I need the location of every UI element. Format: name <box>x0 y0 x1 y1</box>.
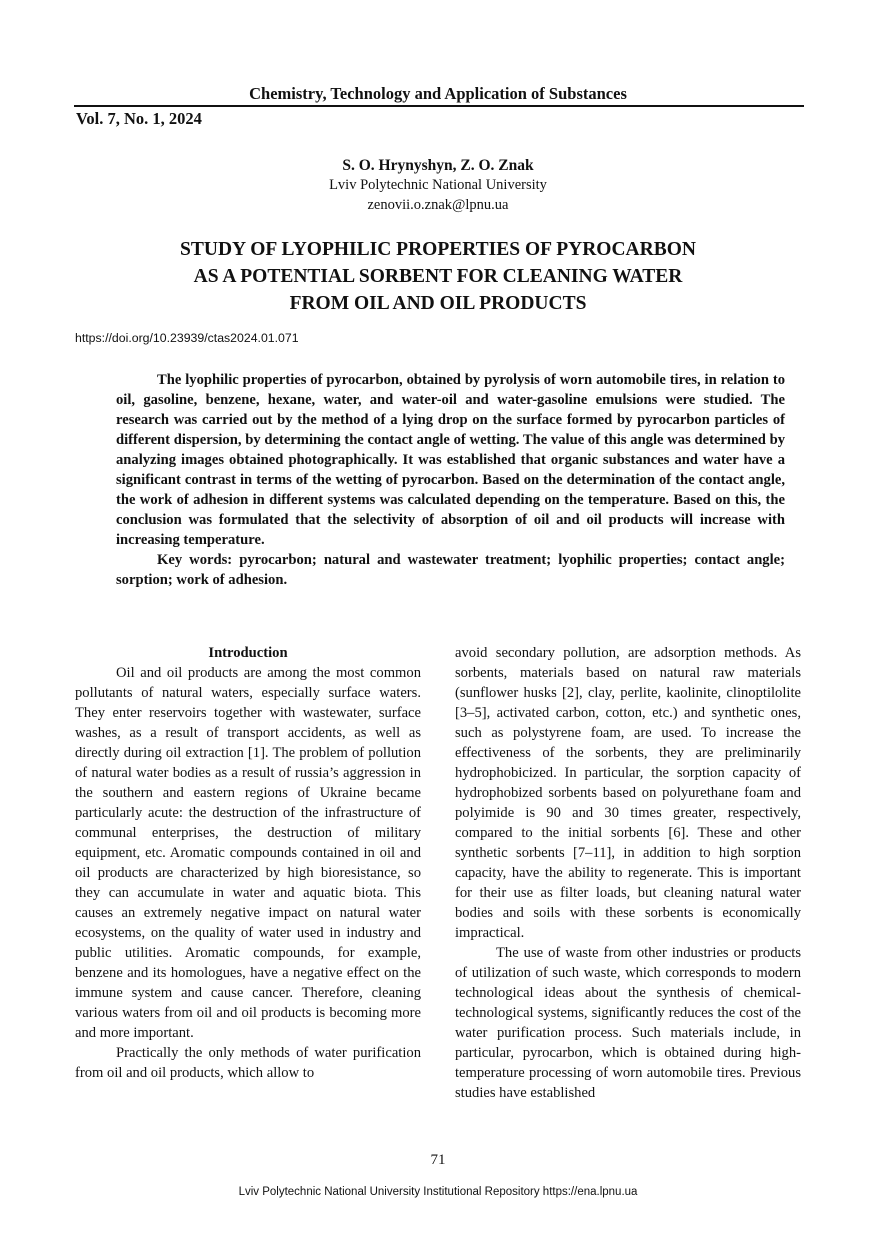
page-number: 71 <box>430 1152 446 1168</box>
journal-title: Chemistry, Technology and Application of Substances <box>249 84 627 103</box>
keywords: Key words: pyrocarbon; natural and wastewater treatment; lyophilic properties; contact angle; sorption; work of adhesion. <box>116 552 785 588</box>
author-email[interactable]: zenovii.o.znak@lpnu.ua <box>367 197 509 213</box>
section-heading: Introduction <box>208 645 288 661</box>
body-paragraph: Oil and oil products are among the most common pollutants of natural waters, especially surface waters. They enter reservoirs together with wastewater, surface washes, as a result of transport accidents, as well as directly during oil extraction [1]. The problem of pollution of natural water bodies as a result of russia’s aggression in the southern and eastern regions of Ukraine became particularly acute: the destruction of the infrastructure of communal enterprises, the destruction of military equipment, etc. Aromatic compounds contained in oil and oil products are characterized by high bioresistance, so they can accumulate in water and aquatic biota. This causes an extremely negative impact on natural water ecosystems, on the quality of water used in industry and public utilities. Aromatic compounds, for example, benzene and its homologues, have a negative effect on the immune system and cause cancer. Therefore, cleaning various waters from oil and oil products is becoming more and more important. <box>75 665 421 1041</box>
title-line: AS A POTENTIAL SORBENT FOR CLEANING WATER <box>193 266 683 287</box>
affiliation: Lviv Polytechnic National University <box>329 177 547 193</box>
right-column <box>455 643 801 1103</box>
abstract <box>116 370 785 590</box>
authors: S. O. Hrynyshyn, Z. O. Znak <box>342 157 534 174</box>
title-line: FROM OIL AND OIL PRODUCTS <box>289 293 587 314</box>
body-paragraph: The use of waste from other industries or products of utilization of such waste, which corresponds to modern technological ideas about the synthesis of chemical-technological systems, significantly reduces the cost of the water purification process. Such materials include, in particular, pyrocarbon, which is obtained during high-temperature processing of worn automobile tires. Previous studies have established <box>455 945 801 1101</box>
header-rule <box>74 105 804 107</box>
repository-footer: Lviv Polytechnic National University Institutional Repository https://ena.lpnu.ua <box>238 1186 638 1198</box>
paper-title <box>100 236 776 317</box>
title-line: STUDY OF LYOPHILIC PROPERTIES OF PYROCARBON <box>180 239 696 260</box>
body-paragraph: Practically the only methods of water purification from oil and oil products, which allow to <box>75 1045 421 1081</box>
doi-link[interactable]: https://doi.org/10.23939/ctas2024.01.071 <box>75 331 299 345</box>
body-paragraph: avoid secondary pollution, are adsorption methods. As sorbents, materials based on natural raw materials (sunflower husks [2], clay, perlite, kaolinite, clinoptilolite [3–5], activated carbon, cotton, etc.) and synthetic ones, such as polystyrene foam, are used. To increase the effectiveness of the sorbents, they are preliminarily hydrophobicized. In particular, the sorption capacity of hydrophobized sorbents based on polyurethane foam and polyimide is 90 and 30 times greater, respectively, compared to the initial sorbents [6]. These and other synthetic sorbents [7–11], in addition to high sorption capacity, have the ability to regenerate. This is important for their use as filter loads, but cleaning natural water bodies and soils with these sorbents is economically impractical. <box>455 645 801 941</box>
abstract-text: The lyophilic properties of pyrocarbon, obtained by pyrolysis of worn automobile tires, in relation to oil, gasoline, benzene, hexane, water, and water-oil and water-gasoline emulsions were studied. The research was carried out by the method of a lying drop on the surface formed by pyrocarbon particles of different dispersion, by determining the contact angle of wetting. The value of this angle was determined by analyzing images obtained photographically. It was established that organic substances and water have a significant contrast in terms of the wetting of pyrocarbon. Based on the determination of the contact angle, the work of adhesion in different systems was calculated depending on the temperature. Based on this, the conclusion was formulated that the selectivity of absorption of oil and oil products will increase with increasing temperature. <box>116 372 785 548</box>
volume-info: Vol. 7, No. 1, 2024 <box>76 109 202 128</box>
left-column <box>75 643 421 1083</box>
